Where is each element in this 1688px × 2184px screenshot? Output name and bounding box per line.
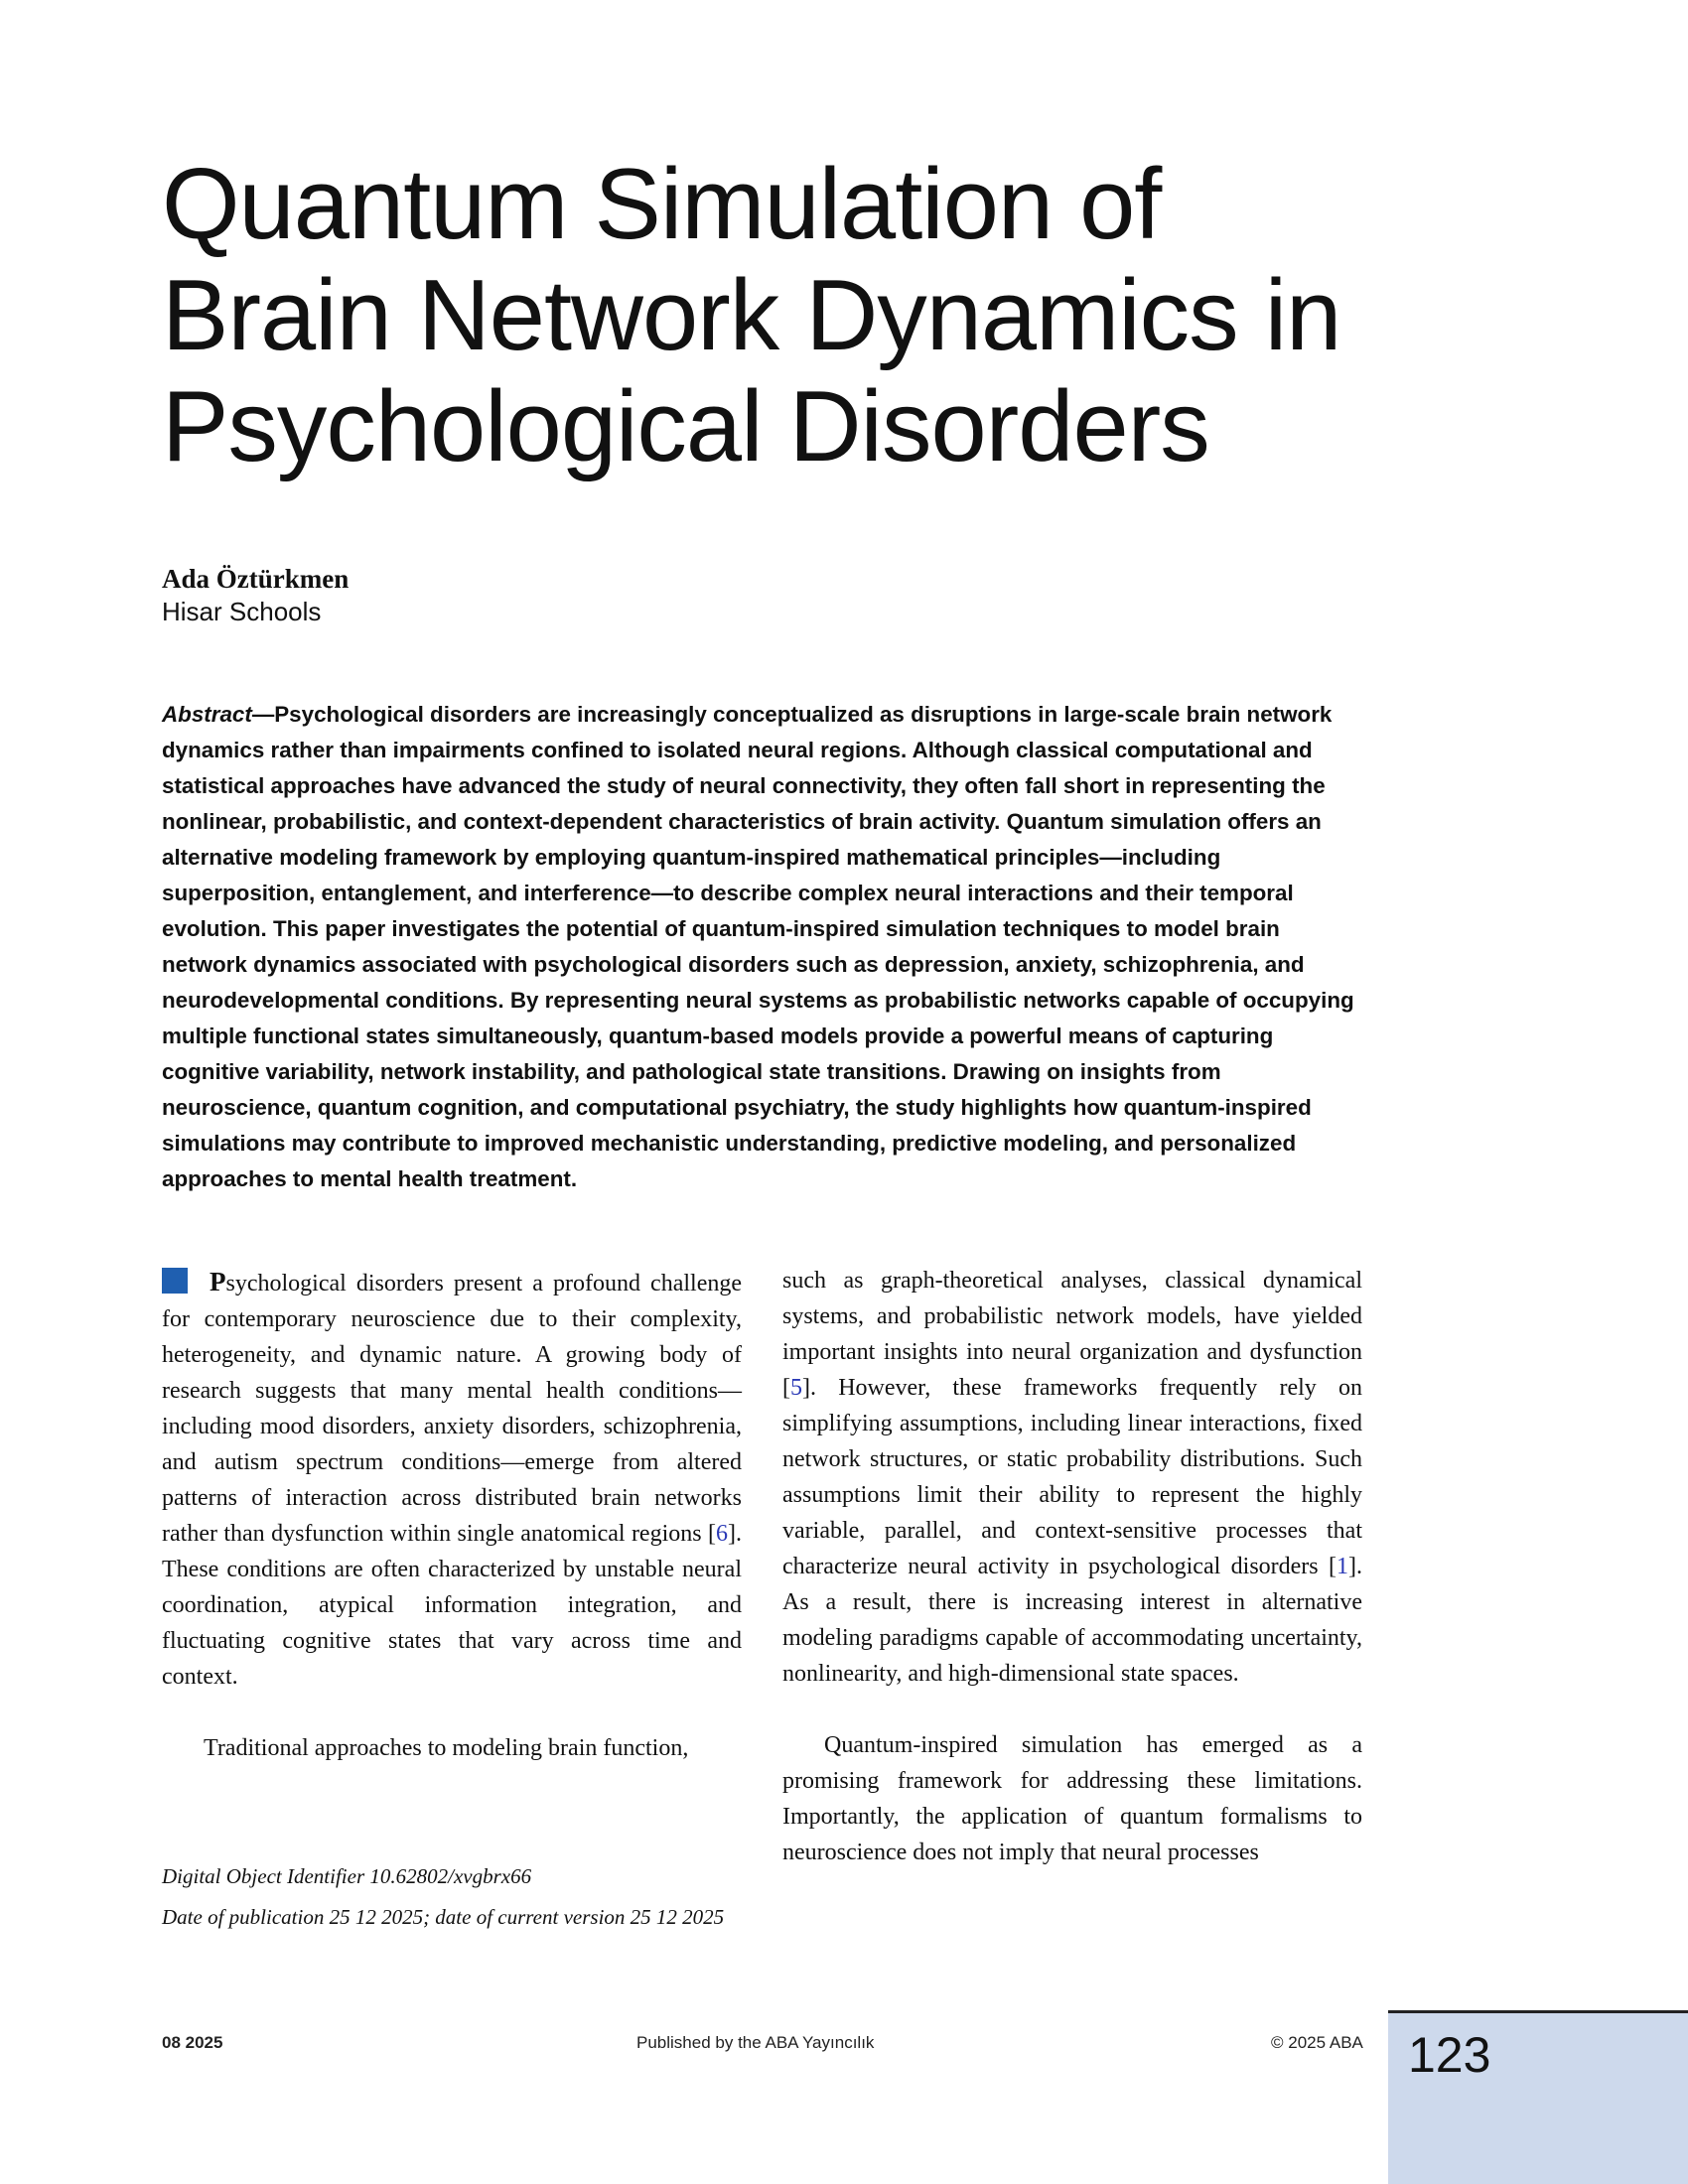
title-line: Quantum Simulation of: [162, 149, 1162, 260]
paragraph-text: However, these frameworks frequently rely on simplifying assumptions, including linear interactions, fixed network structures, or static probability distributions. Such assumptions limit their ability to represent the highly variable, parallel, and context-sensitive processes that characterize neural activity in psychological disorders: [782, 1375, 1362, 1579]
footer-publisher: Published by the ABA Yayıncılık: [636, 2033, 875, 2052]
doi: Digital Object Identifier 10.62802/xvgbrx66: [162, 1864, 532, 1888]
publication-dates: Date of publication 25 12 2025; date of current version 25 12 2025: [162, 1905, 725, 1929]
drop-letter: P: [210, 1267, 226, 1297]
author-name: Ada Öztürkmen: [162, 564, 350, 594]
abstract-dash: —: [251, 702, 275, 727]
section-marker-square: [162, 1268, 188, 1294]
title-line: Brain Network Dynamics in: [162, 260, 1341, 371]
page-number: 123: [1408, 2027, 1491, 2083]
paragraph-text: such as graph-theoretical analyses, classical dynamical systems, and probabilistic network models, have yielded important insights into neural organization and dysfunction: [782, 1268, 1362, 1365]
abstract-label: Abstract: [162, 702, 252, 727]
abstract: [162, 697, 1363, 1197]
citation-link[interactable]: 6: [716, 1521, 728, 1547]
title-line: Psychological Disorders: [162, 371, 1209, 482]
body-paragraph: such as graph-theoretical analyses, classical dynamical systems, and probabilistic network models, have yielded important insights into neural organization and dysfunction [5]. However, these frameworks frequently rely on simplifying assumptions, including linear interactions, fixed network structures, or static probability distributions. Such assumptions limit their ability to represent the highly variable, parallel, and context-sensitive processes that characterize neural activity in psychological disorders [1]. As a result, there is increasing interest in alternative modeling paradigms capable of accommodating uncertainty, nonlinearity, and high-dimensional state spaces.: [782, 1268, 1362, 1687]
body-column-left: [162, 1264, 742, 1766]
citation-link[interactable]: 1: [1336, 1554, 1348, 1579]
paragraph-text: These conditions are often characterized by unstable neural coordination, atypical information integration, and fluctuating cognitive states that vary across time and context.: [162, 1557, 742, 1690]
publication-metadata: [162, 1856, 742, 1938]
abstract-text: Psychological disorders are increasingly conceptualized as disruptions in large-scale brain network dynamics rather than impairments confined to isolated neural regions. Although classical computational and statistical approaches have advanced the study of neural connectivity, they often fall short in representing the nonlinear, probabilistic, and context-dependent characteristics of brain activity. Quantum simulation offers an alternative modeling framework by employing quantum-inspired mathematical principles—including superposition, entanglement, and interference—to describe complex neural interactions and their temporal evolution. This paper investigates the potential of quantum-inspired simulation techniques to model brain network dynamics associated with psychological disorders such as depression, anxiety, schizophrenia, and neurodevelopmental conditions. By representing neural systems as probabilistic networks capable of occupying multiple functional states simultaneously, quantum-based models provide a powerful means of capturing cognitive variability, network instability, and pathological state transitions. Drawing on insights from neuroscience, quantum cognition, and computational psychiatry, the study highlights how quantum-inspired simulations may contribute to improved mechanistic understanding, predictive modeling, and personalized approaches to mental health treatment.: [162, 702, 1354, 1191]
body-paragraph: Quantum-inspired simulation has emerged as a promising framework for addressing these limitations. Importantly, the application of quantum formalisms to neuroscience does not imply that neural processes: [782, 1732, 1362, 1865]
paragraph-text: As a result, there is increasing interest in alternative modeling paradigms capable of accommodating uncertainty, nonlinearity, and high-dimensional state spaces.: [782, 1589, 1362, 1687]
citation-link[interactable]: 5: [790, 1375, 802, 1401]
author-affiliation: Hisar Schools: [162, 597, 322, 626]
footer-issue-date: 08 2025: [162, 2033, 223, 2052]
body-paragraph: Psychological disorders present a profound challenge for contemporary neuroscience due to their complexity, heterogeneity, and dynamic nature. A growing body of research suggests that many mental health conditions—including mood disorders, anxiety disorders, schizophrenia, and autism spectrum conditions—emerge from altered patterns of interaction across distributed brain networks rather than dysfunction within single anatomical regions [6]. These conditions are often characterized by unstable neural coordination, atypical information integration, and fluctuating cognitive states that vary across time and context.: [162, 1267, 742, 1690]
paper-title: [162, 149, 1403, 482]
paragraph-text: sychological disorders present a profound challenge for contemporary neuroscience due to their complexity, heterogeneity, and dynamic nature. A growing body of research suggests that many mental health conditions—including mood disorders, anxiety disorders, schizophrenia, and autism spectrum conditions—emerge from altered patterns of interaction across distributed brain networks rather than dysfunction within single anatomical regions: [162, 1271, 742, 1547]
body-column-right: [782, 1263, 1362, 1870]
footer-copyright: © 2025 ABA: [1271, 2033, 1363, 2052]
body-paragraph: Traditional approaches to modeling brain function,: [204, 1735, 689, 1761]
